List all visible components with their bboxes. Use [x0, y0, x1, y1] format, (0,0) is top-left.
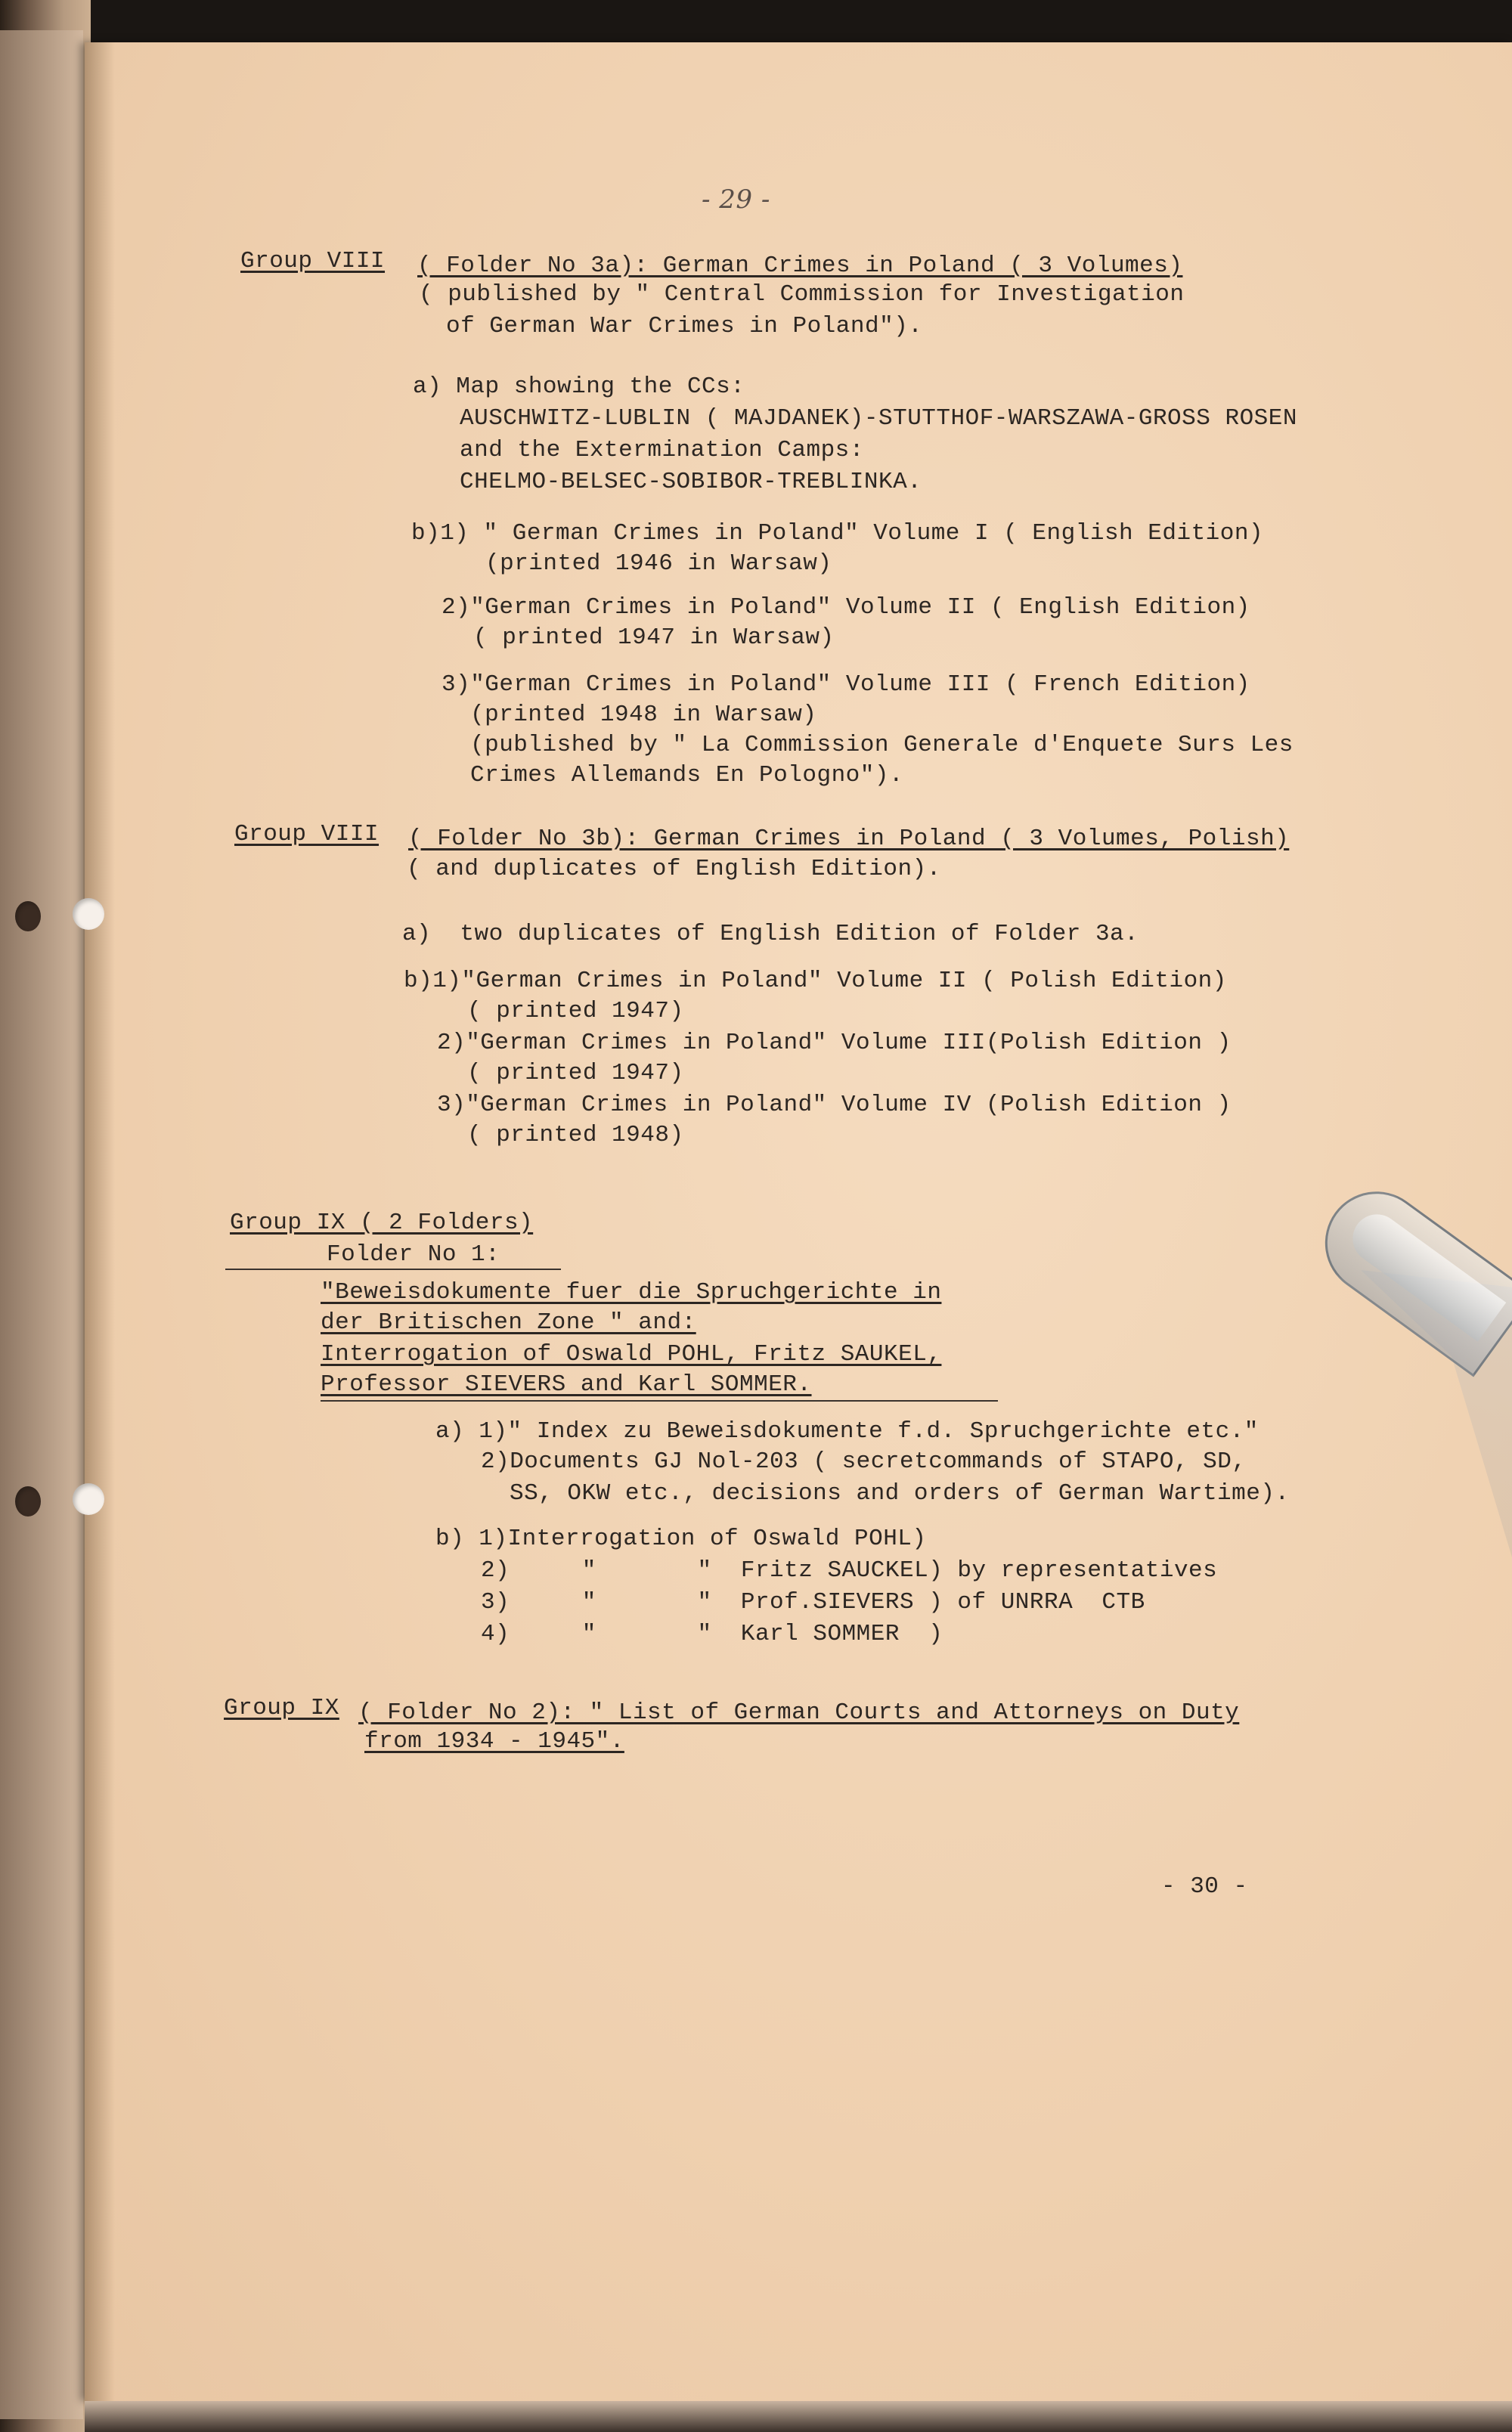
group-viii-3b-line2: ( and duplicates of English Edition).: [407, 856, 941, 882]
group-ix-heading: [230, 1208, 533, 1238]
group-ix-title4: [321, 1370, 812, 1400]
group-ix-a2-line1: 2)Documents GJ Nol-203 ( secretcommands of STAPO, SD,: [481, 1448, 1247, 1475]
group-viii-3a-b1-line1: b)1) " German Crimes in Poland" Volume I ( English Edition): [411, 520, 1264, 547]
group-ix-f2-line2: [364, 1727, 624, 1757]
group-viii-3b-b1-line1: b)1)"German Crimes in Poland" Volume II ( Polish Edition): [404, 968, 1227, 994]
heading-group-label: Group VIII: [234, 821, 380, 847]
punch-hole-left-lower: [15, 1486, 41, 1517]
group-ix-title2: [321, 1308, 696, 1338]
group-viii-3b-b2-line1: 2)"German Crimes in Poland" Volume III(Polish Edition ): [437, 1030, 1232, 1056]
group-ix-b4: 4) " " Karl SOMMER ): [481, 1621, 943, 1647]
group-viii-3a-b3-line2: (printed 1948 in Warsaw): [470, 702, 817, 728]
group-viii-3a-a-line2: AUSCHWITZ-LUBLIN ( MAJDANEK)-STUTTHOF-WARSZAWA-GROSS ROSEN: [460, 405, 1297, 432]
group-viii-3b-b2-line2: ( printed 1947): [467, 1060, 684, 1086]
group-ix-b2: 2) " " Fritz SAUCKEL) by representatives: [481, 1557, 1218, 1584]
group-viii-3a-b3-line1: 3)"German Crimes in Poland" Volume III ( French Edition): [442, 671, 1250, 698]
punch-hole-left-upper: [15, 901, 41, 931]
group-viii-3b-b1-line2: ( printed 1947): [467, 998, 684, 1024]
page-number: - 29 -: [702, 184, 770, 215]
group-viii-3a-b3-line4: Crimes Allemands En Pologno").: [470, 762, 904, 788]
heading-text: ( Folder No 3b): German Crimes in Poland ( 3 Volumes, Polish): [408, 826, 1290, 852]
group-viii-3a-heading-group: [240, 246, 385, 277]
group-viii-3a-a-line3: and the Extermination Camps:: [460, 437, 864, 463]
page-bottom-edge: [85, 2401, 1512, 2432]
next-page-indicator: - 30 -: [1161, 1873, 1248, 1900]
group-ix-b1: b) 1)Interrogation of Oswald POHL): [435, 1526, 927, 1552]
group-ix-f2-heading-group: [224, 1693, 339, 1724]
group-viii-3a-b2-line1: 2)"German Crimes in Poland" Volume II ( English Edition): [442, 594, 1250, 621]
rule-line: [321, 1400, 998, 1402]
group-viii-3a-b2-line2: ( printed 1947 in Warsaw): [473, 624, 835, 651]
group-viii-3b-b3-line2: ( printed 1948): [467, 1122, 684, 1148]
title-text: der Britischen Zone " and:: [321, 1309, 696, 1336]
title-text: Professor SIEVERS and Karl SOMMER.: [321, 1371, 812, 1398]
group-viii-3a-b1-line2: (printed 1946 in Warsaw): [485, 550, 832, 577]
group-ix-b3: 3) " " Prof.SIEVERS ) of UNRRA CTB: [481, 1589, 1145, 1616]
group-ix-a1: a) 1)" Index zu Beweisdokumente f.d. Spruchgerichte etc.": [435, 1418, 1259, 1445]
group-ix-folder1: Folder No 1:: [327, 1241, 500, 1268]
previous-page-edge: [0, 30, 83, 2419]
heading-text: ( Folder No 2): " List of German Courts and Attorneys on Duty: [358, 1699, 1240, 1726]
group-viii-3a-b3-line3: (published by " La Commission Generale d'Enquete Surs Les: [470, 732, 1294, 758]
group-ix-a2-line2: SS, OKW etc., decisions and orders of German Wartime).: [510, 1480, 1290, 1507]
heading-text: Group IX ( 2 Folders): [230, 1210, 534, 1236]
group-viii-3a-a-line1: a) Map showing the CCs:: [413, 373, 745, 400]
group-viii-3b-a-line1: a) two duplicates of English Edition of Folder 3a.: [402, 921, 1139, 947]
group-viii-3b-b3-line1: 3)"German Crimes in Poland" Volume IV (Polish Edition ): [437, 1092, 1232, 1118]
heading-group-label: Group VIII: [240, 248, 386, 274]
punch-hole-lower: [73, 1483, 104, 1515]
group-ix-title3: [321, 1340, 941, 1370]
heading-text: from 1934 - 1945".: [364, 1728, 624, 1755]
spine-shade: [85, 42, 115, 2401]
group-viii-3a-a-line4: CHELMO-BELSEC-SOBIBOR-TREBLINKA.: [460, 469, 922, 495]
heading-text: ( Folder No 3a): German Crimes in Poland ( 3 Volumes): [417, 252, 1183, 279]
group-ix-f2-heading: [358, 1698, 1239, 1728]
group-viii-3a-line3: of German War Crimes in Poland").: [446, 313, 923, 339]
punch-hole-upper: [73, 898, 104, 930]
title-text: "Beweisdokumente fuer die Spruchgerichte in: [321, 1279, 942, 1306]
group-ix-title1: [321, 1278, 941, 1308]
heading-group-label: Group IX: [224, 1695, 339, 1721]
group-viii-3b-heading-group: [234, 819, 379, 850]
group-viii-3b-heading: [408, 824, 1289, 854]
group-viii-3a-heading: [417, 251, 1182, 281]
group-viii-3a-line2: ( published by " Central Commission for Investigation: [419, 281, 1185, 308]
title-text: Interrogation of Oswald POHL, Fritz SAUKEL,: [321, 1341, 942, 1368]
